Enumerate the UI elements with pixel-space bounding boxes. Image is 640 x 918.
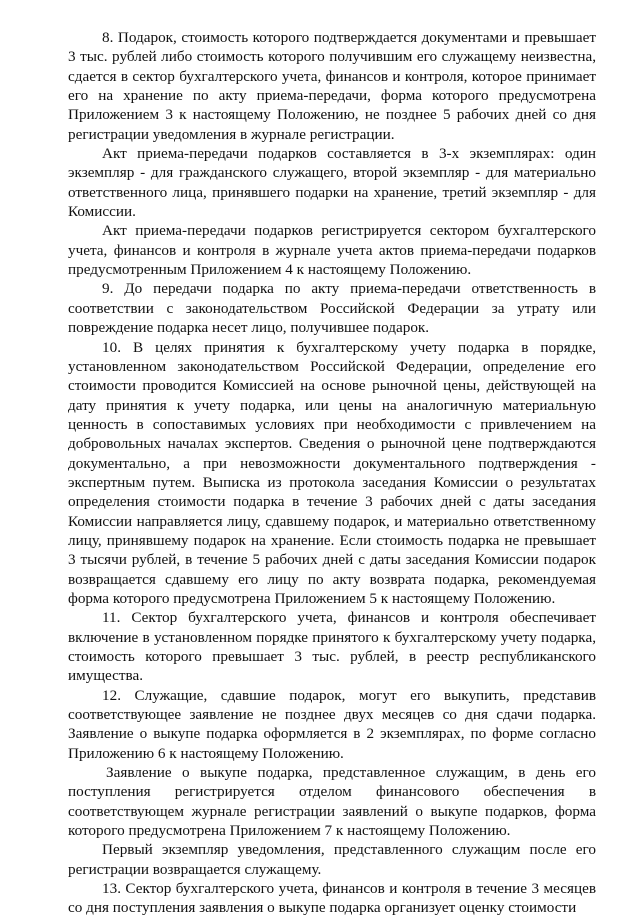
paragraph-buyout-application: Заявление о выкупе подарка, представленное служащим, в день его поступления регистрируется отделом финансового обеспечения в соответствующем журнале регистрации заявлений о выкупе подарков, форма которого предусмотрена Приложением 7 к настоящему Положению.	[68, 764, 596, 840]
paragraph-13: 13. Сектор бухгалтерского учета, финансов и контроля в течение 3 месяцев со дня поступления заявления о выкупе подарка организует оценку стоимости	[68, 880, 596, 917]
document-page	[68, 28, 596, 918]
paragraph-act-registration: Акт приема-передачи подарков регистрируется сектором бухгалтерского учета, финансов и контроля в журнале учета актов приема-передачи подарков предусмотренным Приложением 4 к настоящему Положению.	[68, 222, 596, 279]
paragraph-act-copies: Акт приема-передачи подарков составляется в 3-х экземплярах: один экземпляр - для гражданского служащего, второй экземпляр - для материально ответственного лица, принявшего подарки на хранение, третий экземпляр - для Комиссии.	[68, 145, 596, 221]
paragraph-10: 10. В целях принятия к бухгалтерскому учету подарка в порядке, установленном законодательством Российской Федерации, определение его стоимости проводится Комиссией на основе рыночной цены, действующей на дату принятия к учету подарка, или цены на аналогичную материальную ценность в сопоставимых условиях при необходимости с привлечением на добровольных началах экспертов. Сведения о рыночной цене подтверждаются документально, а при невозможности документального подтверждения - экспертным путем. Выписка из протокола заседания Комиссии о результатах определения стоимости подарка в течение 3 рабочих дней с даты заседания Комиссии направляется лицу, сдавшему подарок, и материально ответственному лицу, принявшему подарок на хранение. Если стоимость подарка не превышает 3 тысячи рублей, в течение 5 рабочих дней с даты заседания Комиссии подарок возвращается сдавшему его лицу по акту возврата подарка, рекомендуемая форма которого предусмотрена Приложением 5 к настоящему Положению.	[68, 338, 596, 607]
paragraph-9: 9. До передачи подарка по акту приема-передачи ответственность в соответствии с законодательством Российской Федерации за утрату или повреждение подарка несет лицо, получившее подарок.	[68, 280, 596, 337]
paragraph-12: 12. Служащие, сдавшие подарок, могут его выкупить, представив соответствующее заявление не позднее двух месяцев со дня сдачи подарка. Заявление о выкупе подарка оформляется в 2 экземплярах, по форме согласно Приложению 6 к настоящему Положению.	[68, 686, 596, 762]
paragraph-first-copy: Первый экземпляр уведомления, представленного служащим после его регистрации возвращается служащему.	[68, 841, 596, 878]
paragraph-11: 11. Сектор бухгалтерского учета, финансов и контроля обеспечивает включение в установленном порядке принятого к бухгалтерскому учету подарка, стоимость которого превышает 3 тыс. рублей, в реестр республиканского имущества.	[68, 609, 596, 685]
paragraph-8: 8. Подарок, стоимость которого подтверждается документами и превышает 3 тыс. рублей либо стоимость которого получившим его служащему неизвестна, сдается в сектор бухгалтерского учета, финансов и контроля, которое принимает его на хранение по акту приема-передачи, форма которого предусмотрена Приложением 3 к настоящему Положению, не позднее 5 рабочих дней со дня регистрации уведомления в журнале регистрации.	[68, 29, 596, 143]
